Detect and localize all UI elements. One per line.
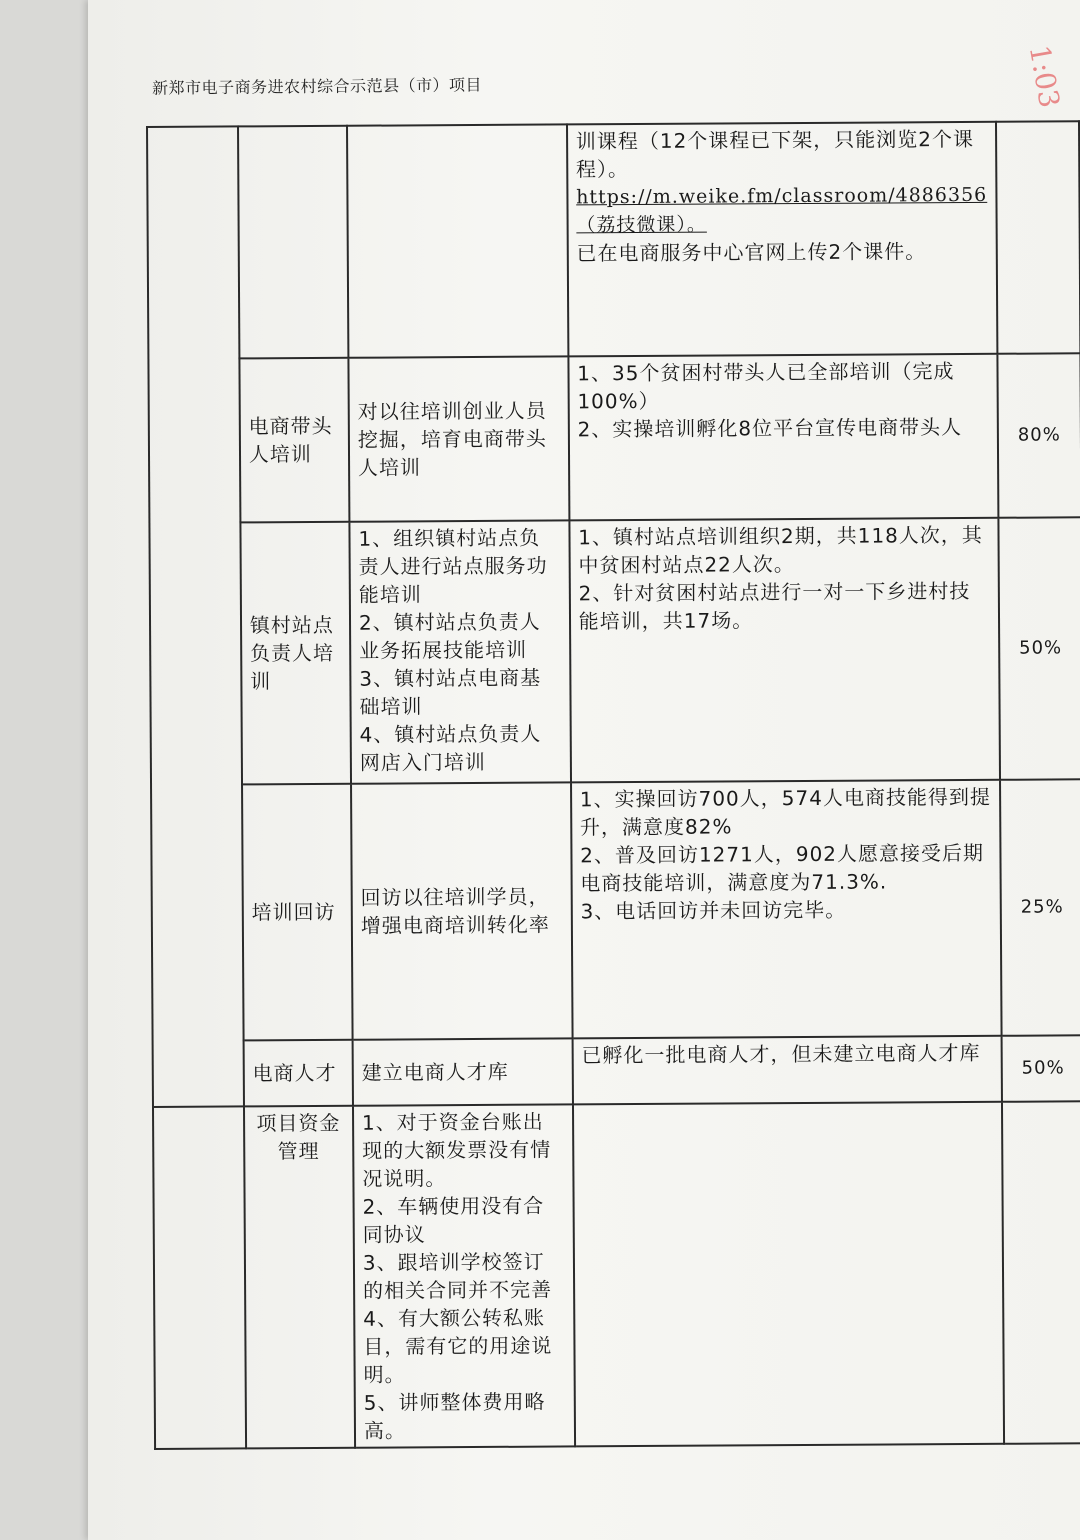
category-cell: 电商带头人培训 xyxy=(239,358,349,523)
course-url-link[interactable]: https://m.weike.fm/classroom/4886356（荔技微课）。 xyxy=(576,183,988,237)
progress-line: 2、实操培训孵化8位平台宣传电商带头人 xyxy=(577,415,963,442)
progress-line: 2、针对贫困村站点进行一对一下乡进村技能培训，共17场。 xyxy=(578,578,971,634)
percent-cell xyxy=(996,121,1080,354)
progress-line: 3、电话回访并未回访完毕。 xyxy=(580,897,847,924)
category-cell: 培训回访 xyxy=(242,784,353,1041)
content-line: 4、有大额公转私账目，需有它的用途说明。 xyxy=(363,1305,553,1387)
content-line: 3、镇村站点电商基础培训 xyxy=(359,665,542,719)
content-cell xyxy=(349,520,570,783)
progress-cell xyxy=(571,780,1002,1039)
table-row xyxy=(148,353,1080,523)
progress-cell xyxy=(573,1102,1004,1447)
progress-line: 已在电商服务中心官网上传2个课件。 xyxy=(576,239,927,266)
table-row xyxy=(153,1035,1080,1107)
section-cell xyxy=(153,1106,246,1449)
progress-cell xyxy=(568,354,998,521)
content-line: 4、镇村站点负责人网店入门培训 xyxy=(359,721,542,775)
category-cell: 电商人才 xyxy=(243,1040,353,1107)
project-table xyxy=(146,120,1080,1450)
project-table-wrapper xyxy=(146,120,1080,1450)
percent-cell: 25% xyxy=(1000,779,1080,1036)
category-cell: 镇村站点负责人培训 xyxy=(240,522,351,785)
content-line: 2、车辆使用没有合同协议 xyxy=(362,1193,545,1247)
content-cell: 回访以往培训学员，增强电商培训转化率 xyxy=(351,782,572,1039)
progress-cell xyxy=(569,518,1000,783)
progress-line: 1、35个贫困村带头人已全部培训（完成100%） xyxy=(577,359,955,414)
progress-line: 已孵化一批电商人才，但未建立电商人才库 xyxy=(581,1040,981,1068)
table-row xyxy=(149,517,1080,785)
content-line: 1、组织镇村站点负责人进行站点服务功能培训 xyxy=(358,525,548,607)
content-line: 2、镇村站点负责人业务拓展技能培训 xyxy=(358,609,541,663)
content-line: 3、跟培训学校签订的相关合同并不完善 xyxy=(362,1249,553,1303)
content-cell xyxy=(347,124,568,357)
progress-cell xyxy=(567,122,997,357)
content-cell: 建立电商人才库 xyxy=(353,1038,573,1105)
progress-line: 2、普及回访1271人，902人愿意接受后期电商技能培训，满意度为71.3%. xyxy=(580,840,985,896)
percent-cell xyxy=(1002,1101,1080,1444)
content-cell: 对以往培训创业人员挖掘，培育电商带头人培训 xyxy=(348,356,569,521)
progress-line: 1、实操回访700人，574人电商技能得到提升，满意度82% xyxy=(579,784,991,840)
handwritten-note: 1:03 xyxy=(1022,42,1067,111)
table-row xyxy=(147,121,1080,359)
category-cell xyxy=(238,126,349,359)
content-line: 5、讲师整体费用略高。 xyxy=(363,1389,546,1443)
percent-cell: 50% xyxy=(998,517,1080,780)
progress-line: 训课程（12个课程已下架，只能浏览2个课程）。 xyxy=(575,126,975,182)
progress-cell xyxy=(572,1036,1001,1105)
percent-cell: 50% xyxy=(1001,1035,1080,1102)
percent-cell: 80% xyxy=(997,353,1080,518)
progress-line: 1、镇村站点培训组织2期，共118人次，其中贫困村站点22人次。 xyxy=(578,522,983,578)
document-header: 新郑市电子商务进农村综合示范县（市）项目 xyxy=(151,75,483,98)
section-cell xyxy=(147,126,244,1107)
table-row xyxy=(153,1101,1080,1449)
table-row xyxy=(151,779,1080,1041)
category-cell: 项目资金管理 xyxy=(244,1106,355,1449)
content-cell xyxy=(353,1104,575,1447)
content-line: 1、对于资金台账出现的大额发票没有情况说明。 xyxy=(361,1109,552,1191)
